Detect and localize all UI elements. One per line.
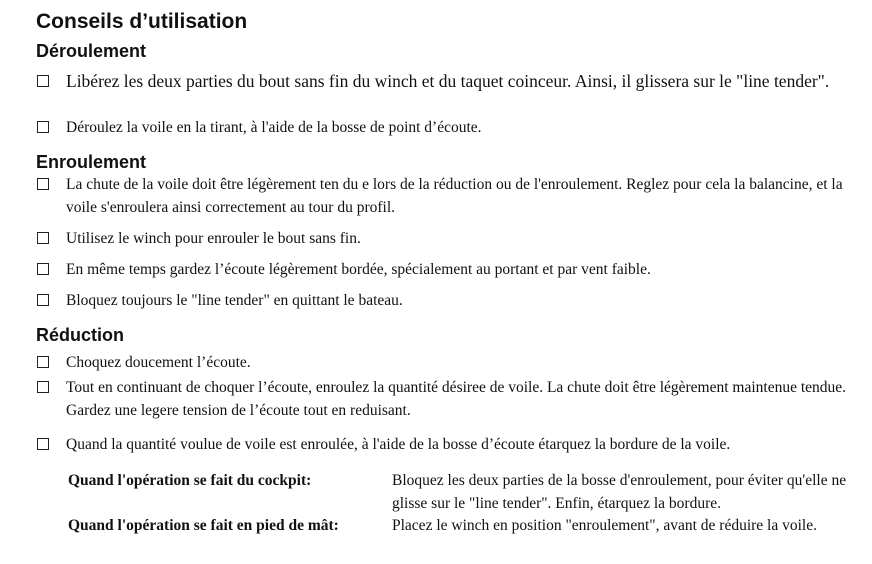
checkbox-icon bbox=[37, 75, 49, 87]
checklist-item bbox=[37, 289, 857, 312]
sub-instruction-pied-de-mat bbox=[68, 514, 858, 537]
checklist-item-text: Utilisez le winch pour enrouler le bout sans fin. bbox=[66, 230, 361, 247]
checklist-item bbox=[37, 116, 857, 139]
checklist-item-text: En même temps gardez l’écoute légèrement bordée, spécialement au portant et par vent faible. bbox=[66, 261, 651, 278]
sub-instruction-text: Placez le winch en position "enroulement", avant de réduire la voile. bbox=[392, 517, 817, 534]
checkbox-icon bbox=[37, 121, 49, 133]
checkbox-icon bbox=[37, 381, 49, 393]
checklist-item bbox=[37, 433, 857, 456]
section-heading-deroulement: Déroulement bbox=[36, 41, 147, 61]
checklist-item-text: Bloquez toujours le "line tender" en quittant le bateau. bbox=[66, 292, 403, 309]
checklist-item-text: Déroulez la voile en la tirant, à l'aide de la bosse de point d’écoute. bbox=[66, 119, 482, 136]
checkbox-icon bbox=[37, 356, 49, 368]
checklist-item-text: Quand la quantité voulue de voile est enroulée, à l'aide de la bosse d’écoute étarquez la bordure de la voile. bbox=[66, 436, 731, 453]
checklist-item bbox=[37, 173, 857, 219]
section-heading-enroulement: Enroulement bbox=[36, 152, 147, 172]
checklist-item bbox=[37, 69, 857, 93]
checkbox-icon bbox=[37, 178, 49, 190]
checkbox-icon bbox=[37, 438, 49, 450]
section-heading-reduction: Réduction bbox=[36, 325, 124, 345]
sub-instruction-text: Bloquez les deux parties de la bosse d'enroulement, pour éviter qu'elle ne glisse sur le "line tender". Enfin, étarquez la bordure. bbox=[392, 472, 847, 512]
checklist-item bbox=[37, 351, 857, 374]
checklist-item-text: Tout en continuant de choquer l’écoute, enroulez la quantité désiree de voile. La chute doit être légèrement maintenue tendue. Gardez une legere tension de l’écoute tout en reduisant. bbox=[66, 379, 847, 419]
checklist-item bbox=[37, 258, 857, 281]
sub-instruction-label: Quand l'opération se fait en pied de mât: bbox=[68, 517, 339, 534]
checklist-item bbox=[37, 227, 857, 250]
checklist-item-text: Choquez doucement l’écoute. bbox=[66, 354, 251, 371]
checklist-item-text: La chute de la voile doit être légèrement ten du e lors de la réduction ou de l'enroulement. Reglez pour cela la balancine, et la voile s'enroulera ainsi correctement au tour du profil. bbox=[66, 176, 843, 216]
checklist-item-text: Libérez les deux parties du bout sans fin du winch et du taquet coinceur. Ainsi, il glissera sur le "line tender". bbox=[66, 71, 830, 91]
checklist-item bbox=[37, 376, 857, 422]
checkbox-icon bbox=[37, 232, 49, 244]
page-title: Conseils d’utilisation bbox=[36, 10, 248, 33]
sub-instruction-cockpit bbox=[68, 469, 858, 515]
checkbox-icon bbox=[37, 294, 49, 306]
checkbox-icon bbox=[37, 263, 49, 275]
sub-instruction-label: Quand l'opération se fait du cockpit: bbox=[68, 472, 312, 489]
